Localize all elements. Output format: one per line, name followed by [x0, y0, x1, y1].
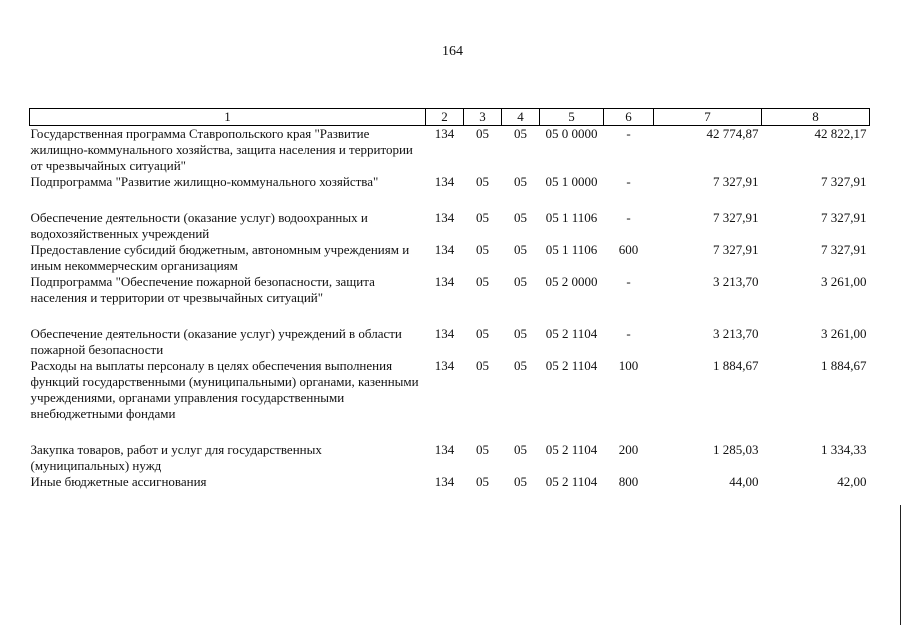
cell-code: 134 — [434, 174, 455, 189]
cell-section: 05 — [476, 274, 489, 289]
cell-amount-7: 1 884,67 — [713, 358, 759, 373]
cell-amount-8: 7 327,91 — [821, 242, 867, 257]
cell-type: 800 — [618, 474, 639, 489]
cell-amount-8: 1 884,67 — [821, 358, 867, 373]
cell-subsection: 05 — [514, 326, 527, 341]
cell-section: 05 — [476, 126, 489, 141]
budget-table — [29, 108, 870, 490]
cell-target: 05 2 0000 — [545, 274, 598, 289]
cell-type: - — [626, 274, 631, 289]
cell-subsection: 05 — [514, 358, 527, 373]
table-row — [30, 474, 870, 490]
cell-type: - — [626, 326, 631, 341]
cell-type: 200 — [618, 442, 639, 457]
column-header: 5 — [540, 109, 604, 126]
cell-amount-7: 3 213,70 — [713, 326, 759, 341]
cell-amount-7: 3 213,70 — [713, 274, 759, 289]
cell-amount-7: 7 327,91 — [713, 174, 759, 189]
cell-target: 05 1 1106 — [545, 242, 598, 257]
column-header: 8 — [762, 109, 870, 126]
cell-code: 134 — [434, 274, 455, 289]
cell-type: - — [626, 126, 631, 141]
cell-code: 134 — [434, 358, 455, 373]
cell-type: 100 — [618, 358, 639, 373]
table-row — [30, 210, 870, 242]
row-spacer — [30, 190, 870, 210]
cell-amount-8: 3 261,00 — [821, 274, 867, 289]
cell-section: 05 — [476, 242, 489, 257]
cell-type: - — [626, 174, 631, 189]
row-name: Предоставление субсидий бюджетным, автономным учреждениям и иным некоммерческим организациям — [30, 242, 410, 273]
cell-code: 134 — [434, 210, 455, 225]
table-row — [30, 326, 870, 358]
cell-amount-8: 7 327,91 — [821, 210, 867, 225]
scan-edge-line — [900, 505, 901, 625]
table-row — [30, 126, 870, 175]
cell-subsection: 05 — [514, 210, 527, 225]
cell-type: - — [626, 210, 631, 225]
cell-subsection: 05 — [514, 126, 527, 141]
cell-amount-8: 7 327,91 — [821, 174, 867, 189]
cell-amount-7: 7 327,91 — [713, 242, 759, 257]
table-row — [30, 174, 870, 190]
column-header: 6 — [604, 109, 654, 126]
cell-amount-8: 42 822,17 — [814, 126, 867, 141]
column-header: 4 — [502, 109, 540, 126]
cell-target: 05 1 0000 — [545, 174, 598, 189]
cell-amount-7: 42 774,87 — [706, 126, 759, 141]
cell-amount-7: 44,00 — [729, 474, 759, 489]
cell-section: 05 — [476, 326, 489, 341]
cell-amount-8: 42,00 — [837, 474, 867, 489]
table-row — [30, 442, 870, 474]
header-row — [30, 109, 870, 126]
row-name: Иные бюджетные ассигнования — [30, 474, 207, 489]
cell-amount-8: 3 261,00 — [821, 326, 867, 341]
row-name: Обеспечение деятельности (оказание услуг) учреждений в области пожарной безопасности — [30, 326, 402, 357]
cell-subsection: 05 — [514, 442, 527, 457]
cell-subsection: 05 — [514, 474, 527, 489]
cell-amount-8: 1 334,33 — [821, 442, 867, 457]
row-name: Подпрограмма "Развитие жилищно-коммунального хозяйства" — [30, 174, 379, 189]
cell-section: 05 — [476, 210, 489, 225]
column-header: 2 — [426, 109, 464, 126]
cell-code: 134 — [434, 326, 455, 341]
table-row — [30, 242, 870, 274]
cell-section: 05 — [476, 442, 489, 457]
column-header: 7 — [654, 109, 762, 126]
row-spacer — [30, 422, 870, 442]
cell-section: 05 — [476, 474, 489, 489]
cell-target: 05 2 1104 — [545, 326, 598, 341]
cell-target: 05 1 1106 — [545, 210, 598, 225]
column-header: 1 — [30, 109, 426, 126]
cell-code: 134 — [434, 242, 455, 257]
cell-code: 134 — [434, 474, 455, 489]
cell-target: 05 2 1104 — [545, 442, 598, 457]
cell-code: 134 — [434, 442, 455, 457]
cell-section: 05 — [476, 174, 489, 189]
cell-amount-7: 1 285,03 — [713, 442, 759, 457]
cell-amount-7: 7 327,91 — [713, 210, 759, 225]
cell-target: 05 0 0000 — [545, 126, 598, 141]
cell-section: 05 — [476, 358, 489, 373]
row-name: Расходы на выплаты персоналу в целях обеспечения выполнения функций государственными (муниципальными) органами, казенными учреждениями, органами управления государственными внебюджетными фондами — [30, 358, 419, 421]
cell-subsection: 05 — [514, 174, 527, 189]
cell-subsection: 05 — [514, 274, 527, 289]
row-spacer — [30, 306, 870, 326]
cell-code: 134 — [434, 126, 455, 141]
cell-subsection: 05 — [514, 242, 527, 257]
row-name: Подпрограмма "Обеспечение пожарной безопасности, защита населения и территории от чрезвычайных ситуаций" — [30, 274, 375, 305]
table-row — [30, 274, 870, 306]
cell-target: 05 2 1104 — [545, 474, 598, 489]
row-name: Закупка товаров, работ и услуг для государственных (муниципальных) нужд — [30, 442, 322, 473]
cell-type: 600 — [618, 242, 639, 257]
row-name: Государственная программа Ставропольского края "Развитие жилищно-коммунального хозяйства, защита населения и территории от чрезвычайных ситуаций" — [30, 126, 413, 173]
cell-target: 05 2 1104 — [545, 358, 598, 373]
page-number: 164 — [442, 44, 463, 59]
column-header: 3 — [464, 109, 502, 126]
row-name: Обеспечение деятельности (оказание услуг) водоохранных и водохозяйственных учреждений — [30, 210, 368, 241]
table-row — [30, 358, 870, 422]
